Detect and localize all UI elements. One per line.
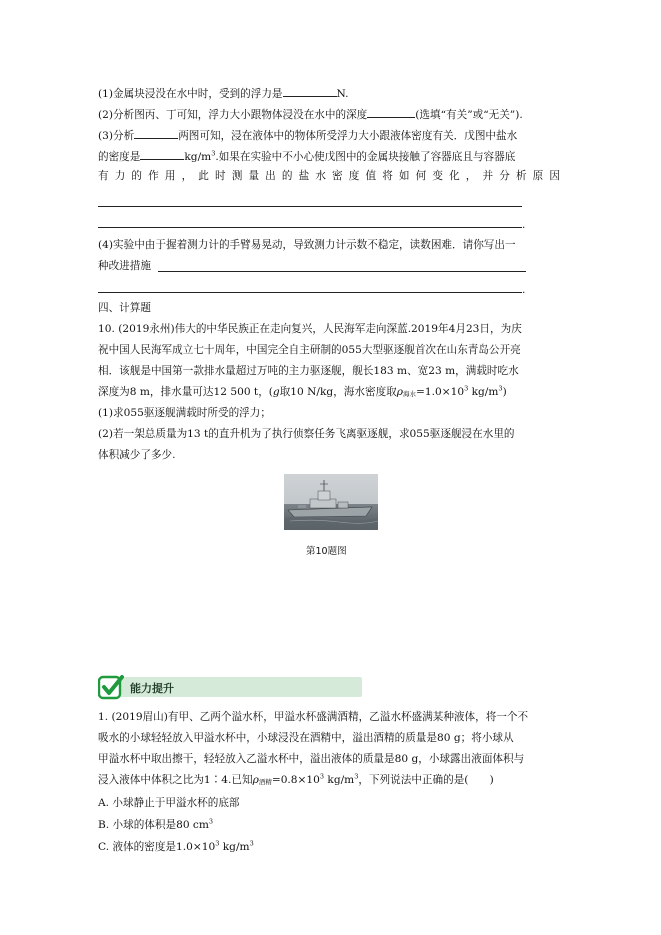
text: 浸入液体中体积之比为1∶4.已知 <box>98 774 253 786</box>
section-banner-ability <box>98 674 362 699</box>
text: C. 液体的密度是1.0×10 <box>98 841 216 853</box>
q9-part4-line1 <box>98 238 568 252</box>
text: =1.0×10 <box>416 386 465 398</box>
option-a[interactable]: A. 小球静止于甲溢水杯的底部 <box>98 797 240 809</box>
q10-subquestion-1: (1)求055驱逐舰满载时所受的浮力； <box>98 407 271 419</box>
q9-part2-text: (2)分析图丙、丁可知，浮力大小跟物体浸没在水中的深度 <box>98 109 368 121</box>
q10-line: 祝中国人民海军成立七十周年，中国完全自主研制的055大型驱逐舰首次在山东青岛公开亮 <box>98 344 521 356</box>
destroyer-photo <box>284 474 378 530</box>
superscript: 3 <box>498 384 503 393</box>
text: ) <box>502 386 507 398</box>
text: B. 小球的体积是80 cm <box>98 819 209 831</box>
q10-line <box>98 385 568 401</box>
period: . <box>522 284 526 296</box>
q10-line: 体积减少了多少. <box>98 449 176 461</box>
superscript: 3 <box>211 149 216 158</box>
q9-part1-text: (1)金属块浸没在水中时，受到的浮力是 <box>98 88 283 100</box>
q9-part3-text: 的密度是 <box>98 151 141 163</box>
superscript: 3 <box>354 772 359 781</box>
q9-part2-hint: (选填“有关”或“无关”). <box>415 109 523 121</box>
subscript: 酒精 <box>258 778 272 786</box>
q10-line: 10. (2019永州)伟大的中华民族正在走向复兴，人民海军走向深蓝.2019年4月23日，为庆 <box>98 323 522 335</box>
q9-part3-text: (3)分析 <box>98 130 135 142</box>
banner-title: 能力提升 <box>130 682 174 695</box>
text: 深度为8 m，排水量可达12 500 t，( <box>98 386 273 398</box>
option-c[interactable] <box>98 840 568 854</box>
q9-part3-text: .如果在实验中不小心使戊图中的金属块接触了容器底且与容器底 <box>215 151 516 163</box>
q1-line: 吸水的小球轻轻放入甲溢水杯中，小球浸没在酒精中，溢出酒精的质量是80 g；将小球从 <box>98 732 514 744</box>
answer-line[interactable] <box>98 292 522 293</box>
superscript: 3 <box>249 839 254 848</box>
answer-line[interactable] <box>158 271 526 272</box>
q10-line: 相．该舰是中国第一款排水量超过万吨的主力驱逐舰，舰长183 m、宽23 m，满载时吃水 <box>98 365 519 377</box>
q9-part3-line2 <box>98 148 568 164</box>
option-b[interactable] <box>98 818 568 832</box>
answer-blank[interactable] <box>134 127 178 139</box>
q9-part2 <box>98 106 568 122</box>
q1-line <box>98 773 568 789</box>
answer-line[interactable] <box>98 206 522 207</box>
q10-subquestion-2: (2)若一架总质量为13 t的直升机为了执行侦察任务飞离驱逐舰，求055驱逐舰浸在水里的 <box>98 428 515 440</box>
superscript: 3 <box>464 384 469 393</box>
q9-part3-line1 <box>98 127 568 143</box>
answer-line[interactable] <box>98 227 522 228</box>
symbol-rho: ρ <box>252 774 259 786</box>
superscript: 3 <box>208 817 214 826</box>
q9-part3-text: 有力的作用，此时测量出的盐水密度值将如何变化，并分析原因 <box>98 170 560 182</box>
superscript: 3 <box>319 772 325 781</box>
q9-part1 <box>98 85 568 101</box>
symbol-rho: ρ <box>396 386 403 398</box>
superscript: 3 <box>215 839 220 848</box>
subscript: 海水 <box>403 390 416 398</box>
text: ，下列说法中正确的是( ) <box>358 774 494 786</box>
section-heading: 四、计算题 <box>98 302 151 314</box>
text: kg/m <box>324 774 355 786</box>
text: =0.8×10 <box>271 774 320 786</box>
q9-part4-text: (4)实验中由于握着测力计的手臂易晃动，导致测力计示数不稳定，读数困难．请你写出一 <box>98 239 516 251</box>
text: 取10 N/kg，海水密度取 <box>279 386 397 398</box>
answer-blank[interactable] <box>140 148 184 160</box>
symbol-g: g <box>272 386 280 398</box>
answer-blank[interactable] <box>367 106 415 118</box>
q1-line: 1. (2019眉山)有甲、乙两个溢水杯，甲溢水杯盛满酒精，乙溢水杯盛满某种液体，将一个不 <box>98 711 529 723</box>
answer-blank[interactable] <box>283 85 337 97</box>
q9-part4-text: 种改进措施 <box>98 260 151 272</box>
figure-caption: 第10题图 <box>306 546 347 557</box>
q1-line: 甲溢水杯中取出擦干，轻轻放入乙溢水杯中，溢出液体的质量是80 g，小球露出液面体积与 <box>98 753 525 765</box>
text: kg/m <box>468 386 499 398</box>
check-icon <box>98 674 124 700</box>
q9-part1-unit: N. <box>336 88 349 100</box>
text: kg/m <box>219 841 250 853</box>
period: . <box>522 219 526 231</box>
q9-part3-text: 两图可知，浸在液体中的物体所受浮力大小跟液体密度有关．戊图中盐水 <box>178 130 518 142</box>
unit-text: kg/m <box>184 151 212 163</box>
destroyer-image <box>284 474 378 530</box>
q9-part3-line3 <box>98 169 560 183</box>
